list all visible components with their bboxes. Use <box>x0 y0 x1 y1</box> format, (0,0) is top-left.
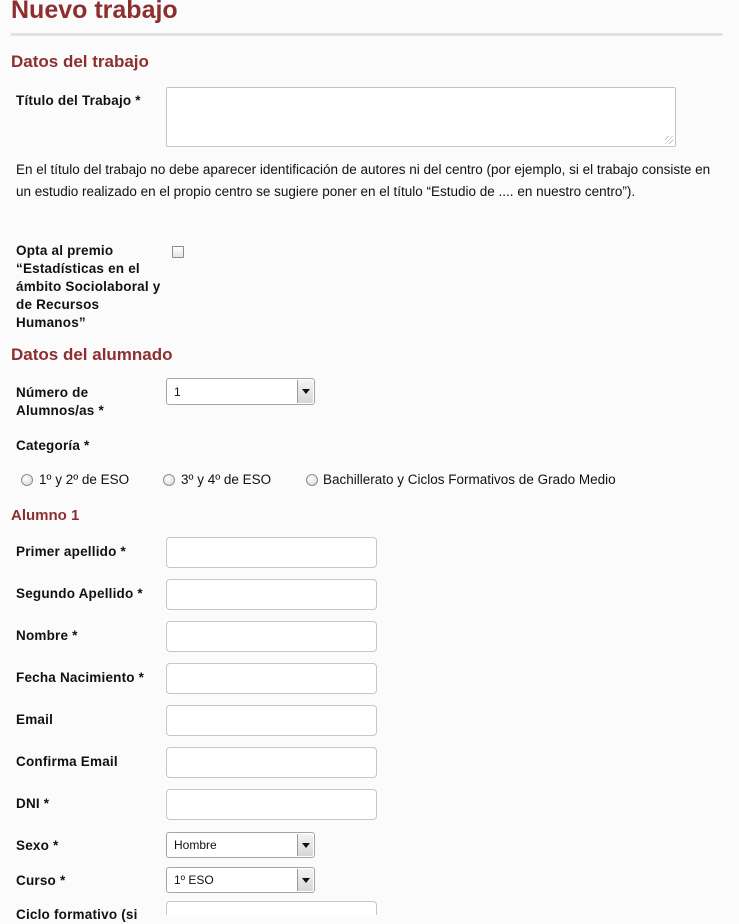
dni-label: DNI * <box>16 796 50 811</box>
section-heading-work: Datos del trabajo <box>11 52 149 71</box>
cycle-input[interactable] <box>166 901 377 915</box>
chevron-down-icon <box>297 869 313 891</box>
email-input[interactable] <box>166 705 377 736</box>
course-label: Curso * <box>16 873 66 888</box>
name-label: Nombre * <box>16 628 78 643</box>
work-title-note: En el título del trabajo no debe aparecer identificación de autores ni del centro (por ejemplo, si el trabajo consiste en un estudio realizado en el propio centro se sugiere poner en el título “Estudio de .... en nuestro centro”). <box>16 162 711 199</box>
sex-select[interactable] <box>166 832 315 858</box>
cycle-label: Ciclo formativo (si <box>16 907 138 922</box>
category-option-2: 3º y 4º de ESO <box>181 472 272 487</box>
resize-grip-icon[interactable] <box>665 136 673 144</box>
course-select[interactable] <box>166 867 315 893</box>
category-label: Categoría * <box>16 438 90 453</box>
course-value: 1º ESO <box>174 873 214 887</box>
section-heading-students: Datos del alumnado <box>11 345 173 364</box>
category-option-1: 1º y 2º de ESO <box>39 472 130 487</box>
second-surname-label: Segundo Apellido * <box>16 586 143 601</box>
prize-label: Opta al premio “Estadísticas en el ámbito Sociolaboral y de Recursos Humanos” <box>16 243 161 330</box>
name-input[interactable] <box>166 621 377 652</box>
page-title: Nuevo trabajo <box>11 0 178 24</box>
dni-input[interactable] <box>166 789 377 820</box>
birth-date-label: Fecha Nacimiento * <box>16 670 145 685</box>
confirm-email-input[interactable] <box>166 747 377 778</box>
category-radio-3[interactable] <box>306 474 318 486</box>
confirm-email-label: Confirma Email <box>16 754 118 769</box>
student-count-label: Número de Alumnos/as * <box>16 385 104 418</box>
sex-label: Sexo * <box>16 838 59 853</box>
birth-date-input[interactable] <box>166 663 377 694</box>
student-count-value: 1 <box>174 384 181 399</box>
category-radio-1[interactable] <box>21 474 33 486</box>
sex-value: Hombre <box>174 838 217 852</box>
work-title-textarea[interactable] <box>166 87 676 147</box>
email-label: Email <box>16 712 54 727</box>
student-count-select[interactable] <box>166 378 315 405</box>
category-radio-2[interactable] <box>163 474 175 486</box>
prize-checkbox[interactable] <box>172 246 184 258</box>
student-1-heading: Alumno 1 <box>11 507 80 524</box>
title-divider <box>11 33 723 36</box>
work-title-label: Título del Trabajo * <box>16 93 141 108</box>
second-surname-input[interactable] <box>166 579 377 610</box>
first-surname-input[interactable] <box>166 537 377 568</box>
chevron-down-icon <box>297 380 313 403</box>
category-option-3: Bachillerato y Ciclos Formativos de Grado Medio <box>323 472 616 487</box>
first-surname-label: Primer apellido * <box>16 544 126 559</box>
chevron-down-icon <box>297 834 313 856</box>
